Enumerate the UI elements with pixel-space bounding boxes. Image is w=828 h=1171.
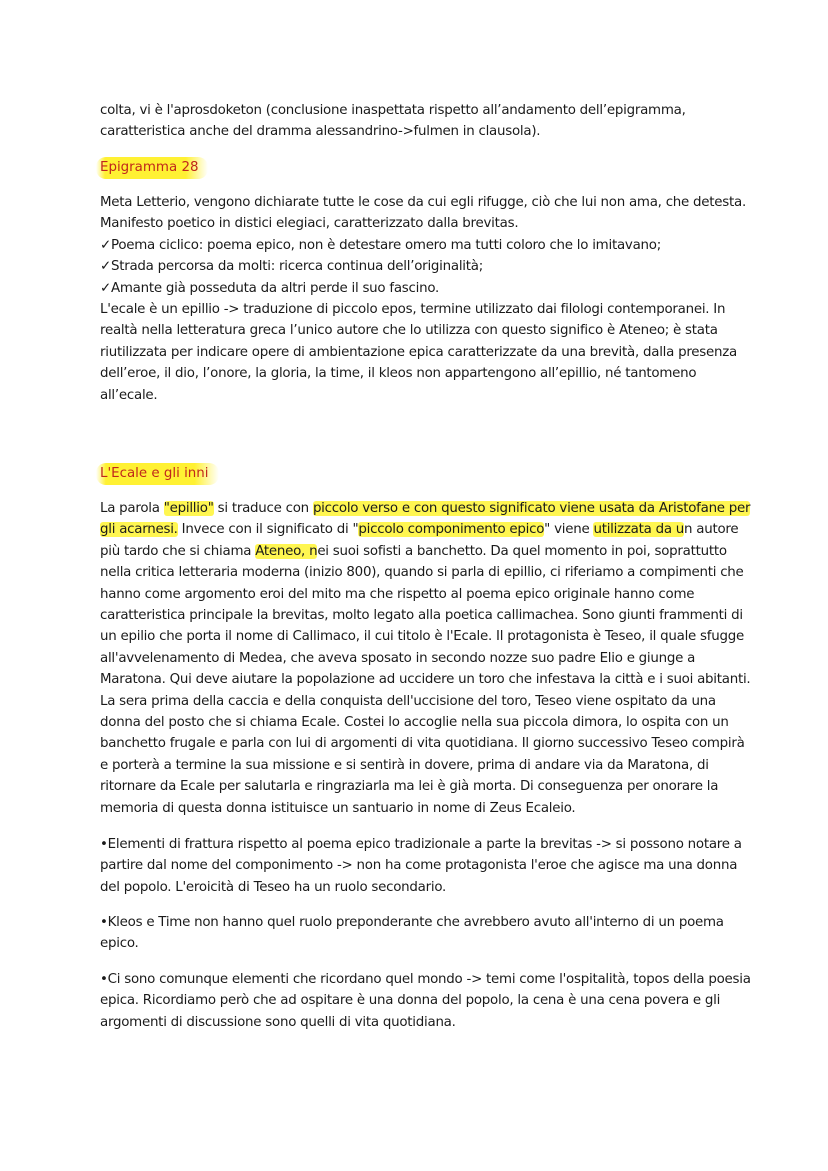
text-run: più tardo che si chiama	[100, 543, 256, 559]
text-run: " viene	[544, 522, 594, 538]
text-line: del popolo. L'eroicità di Teseo ha un ruolo secondario.	[100, 879, 447, 895]
text-line: un epilio che porta il nome di Callimaco, il cui titolo è l'Ecale. Il protagonista è Teseo, il quale sfugge	[100, 629, 744, 645]
text-line: e porterà a termine la sua missione e si sentirà in dovere, prima di andare via da Maratona, di	[100, 757, 709, 773]
text-line: banchetto frugale e parla con lui di argomenti di vita quotidiana. Il giorno successivo Teseo compirà	[100, 736, 745, 752]
checklist-item: ✓Strada percorsa da molti: ricerca continua dell’originalità;	[100, 259, 483, 275]
text-line	[100, 541, 740, 562]
bullet-paragraph-kleos	[100, 912, 740, 955]
text-line: hanno come argomento eroi del mito ma che rispetto al poema epico originale hanno come	[100, 586, 695, 602]
text-line: epico.	[100, 936, 139, 952]
text-line: caratteristica principale la brevitas, molto legato alla poetica callimachea. Sono giunti frammenti di	[100, 608, 743, 624]
text-line: riutilizzata per indicare opere di ambientazione epica caratterizzate da una brevità, dalla presenza	[100, 344, 737, 360]
highlighted-text: piccolo verso e con questo significato viene usata da Aristofane per	[312, 501, 751, 516]
checklist-item: ✓Poema ciclico: poema epico, non è detestare omero ma tutti coloro che lo imitavano;	[100, 237, 661, 253]
intro-paragraph	[100, 100, 740, 143]
checklist-item: ✓Amante già posseduta da altri perde il suo fascino.	[100, 280, 440, 296]
text-line	[100, 519, 740, 540]
text-line: argomenti di discussione sono quelli di vita quotidiana.	[100, 1014, 456, 1030]
text-line: memoria di questa donna istituisce un santuario in nome di Zeus Ecaleio.	[100, 800, 576, 816]
text-run: ei suoi sofisti a banchetto. Da quel momento in poi, soprattutto	[317, 543, 727, 559]
highlighted-text: utilizzata da u	[593, 522, 685, 538]
text-line: Manifesto poetico in distici elegiaci, caratterizzato dalla brevitas.	[100, 216, 519, 232]
text-line: •Kleos e Time non hanno quel ruolo preponderante che avrebbero avuto all'interno di un poema	[100, 915, 724, 930]
text-line: colta, vi è l'aprosdoketon (conclusione inaspettata rispetto all’andamento dell’epigramma,	[100, 103, 686, 118]
text-line: caratteristica anche del dramma alessandrino->fulmen in clausola).	[100, 124, 541, 140]
epigramma-28-paragraph	[100, 192, 746, 406]
text-line: all’ecale.	[100, 387, 158, 403]
text-line	[100, 498, 751, 519]
section-heading-epigramma-28: Epigramma 28	[96, 157, 208, 179]
highlighted-text: piccolo componimento epico	[358, 522, 545, 538]
text-run: Invece con il significato di "	[177, 522, 359, 538]
bullet-paragraph-ospitalita	[100, 969, 751, 1033]
text-line: ritornare da Ecale per salutarla e ringraziarla ma lei è già morta. Di conseguenza per onorare la	[100, 779, 719, 795]
text-line: Maratona. Qui deve aiutare la popolazione ad uccidere un toro che infestava la città e i suoi abitanti.	[100, 672, 751, 688]
text-line: La sera prima della caccia e della conquista dell'uccisione del toro, Teseo viene ospitato da una	[100, 693, 716, 709]
text-line: •Elementi di frattura rispetto al poema epico tradizionale a parte la brevitas -> si possono notare a	[100, 837, 742, 852]
text-line: all'avvelenamento di Medea, che aveva sposato in secondo nozze suo padre Elio e giunge a	[100, 650, 696, 666]
text-line: realtà nella letteratura greca l’unico autore che lo utilizza con questo significo è Ateneo; è stata	[100, 323, 718, 339]
text-run: n autore	[684, 522, 739, 538]
highlighted-text: Ateneo, n	[255, 543, 318, 559]
text-line: Meta Letterio, vengono dichiarate tutte le cose da cui egli rifugge, ciò che lui non ama, che detesta.	[100, 195, 746, 210]
text-run: La parola	[100, 501, 164, 516]
text-line: dell’eroe, il dio, l’onore, la gloria, la time, il kleos non appartengono all’epillio, né tantomeno	[100, 366, 697, 382]
text-line: nella critica letteraria moderna (inizio 800), quando si parla di epillio, ci riferiamo a compimenti che	[100, 565, 744, 581]
section-heading-ecale: L'Ecale e gli inni	[96, 463, 219, 485]
text-line: L'ecale è un epillio -> traduzione di piccolo epos, termine utilizzato dai filologi contemporanei. In	[100, 302, 726, 318]
highlighted-text: gli acarnesi.	[100, 522, 178, 538]
highlighted-text: "epillio"	[163, 501, 214, 516]
bullet-paragraph-frattura	[100, 834, 740, 898]
text-run: si traduce con	[213, 501, 313, 516]
text-line: epica. Ricordiamo però che ad ospitare è una donna del popolo, la cena è una cena povera e gli	[100, 993, 721, 1009]
text-line: partire dal nome del componimento -> non ha come protagonista l'eroe che agisce ma una donna	[100, 858, 738, 874]
text-line: •Ci sono comunque elementi che ricordano quel mondo -> temi come l'ospitalità, topos della poesia	[100, 972, 751, 987]
ecale-paragraph	[100, 498, 751, 819]
text-line: donna del posto che si chiama Ecale. Costei lo accoglie nella sua piccola dimora, lo ospita con un	[100, 715, 729, 731]
